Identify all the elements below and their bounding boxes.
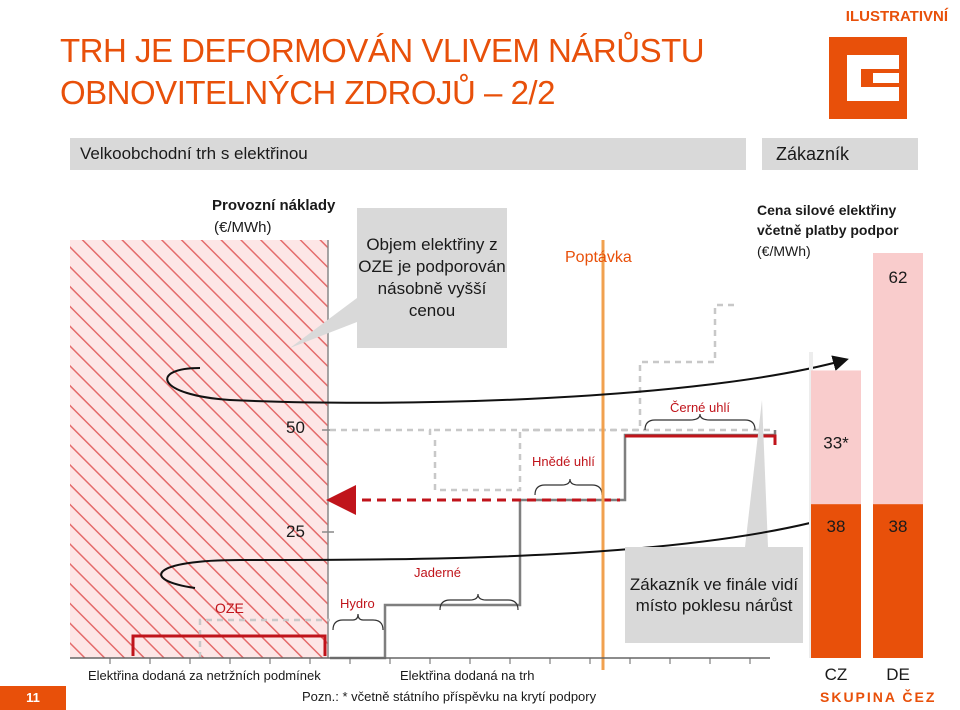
- step-label-nuclear: Jaderné: [414, 565, 461, 580]
- oze-support-callout-text: Objem elektřiny z OZE je podporován násobně vyšší cenou: [358, 235, 506, 320]
- customer-sees-increase-text: Zákazník ve finále vidí místo poklesu nárůst: [629, 575, 799, 615]
- step-label-oze: OZE: [215, 600, 244, 616]
- demand-label: Poptávka: [565, 249, 632, 266]
- x-label-market: Elektřina dodaná na trh: [400, 668, 535, 683]
- step-label-coal: Černé uhlí: [670, 400, 730, 415]
- price-label: Cena silové elektřiny včetně platby podpor: [757, 202, 899, 238]
- cost-axis-label: Provozní náklady: [212, 197, 336, 214]
- step-label-hydro: Hydro: [340, 596, 375, 611]
- page-number: 11: [0, 686, 66, 710]
- title-line-2: OBNOVITELNÝCH ZDROJŮ – 2/2: [60, 74, 555, 111]
- footnote: Pozn.: * včetně státního příspěvku na krytí podpory: [302, 689, 597, 704]
- header-wholesale-market: Velkoobchodní trh s elektřinou: [70, 138, 746, 170]
- y-tick-50: 50: [286, 418, 305, 437]
- bar-de-segment-2: [873, 253, 923, 504]
- bar-category-cz: CZ: [824, 665, 848, 684]
- x-label-non-market: Elektřina dodaná za netržních podmínek: [88, 668, 321, 683]
- bar-label-cz-2: 33*: [823, 433, 849, 453]
- brand-name: SKUPINA ČEZ: [820, 689, 937, 705]
- step-label-lignite: Hnědé uhlí: [532, 454, 595, 469]
- bar-label-de-2: 62: [888, 268, 908, 287]
- illustrative-badge: ILUSTRATIVNÍ: [845, 8, 948, 25]
- bar-label-de-1: 38: [888, 517, 908, 537]
- title-line-1: TRH JE DEFORMOVÁN VLIVEM NÁRŮSTU: [60, 32, 705, 69]
- price-unit: (€/MWh): [757, 243, 811, 259]
- bar-label-cz-1: 38: [826, 517, 846, 537]
- header-customer: Zákazník: [762, 138, 918, 170]
- y-tick-25: 25: [286, 522, 305, 541]
- bar-category-de: DE: [886, 665, 910, 684]
- cost-axis-unit: (€/MWh): [214, 219, 272, 236]
